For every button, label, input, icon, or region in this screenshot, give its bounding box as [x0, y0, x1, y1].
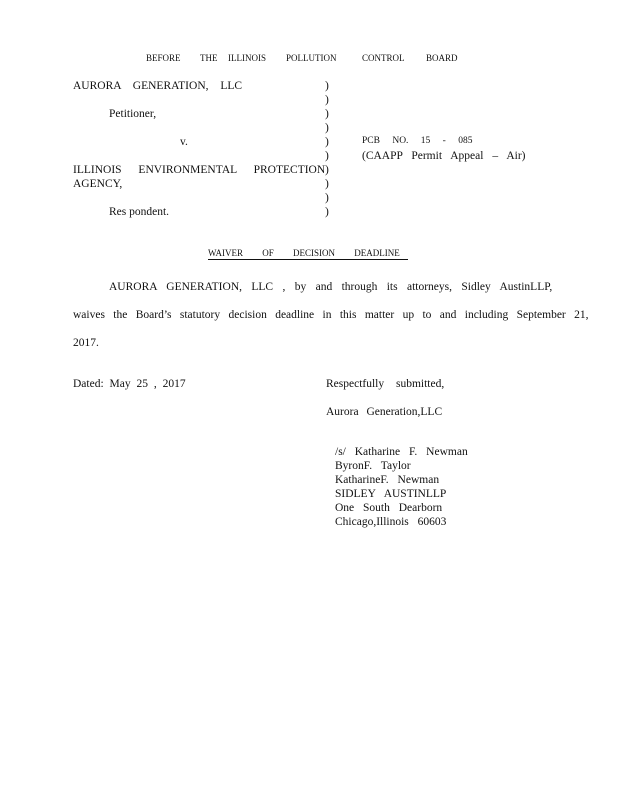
petitioner-role: Petitioner, — [109, 108, 157, 120]
caption-paren: ) — [325, 80, 329, 92]
caption-paren: ) — [325, 136, 329, 148]
heading-word-board: BOARD — [426, 53, 458, 63]
caption-paren: ) — [325, 150, 329, 162]
respectfully-submitted: Respectfully submitted, — [326, 378, 445, 390]
signature-attorney-1: ByronF. Taylor — [335, 460, 411, 472]
submitter-name: Aurora Generation,LLC — [326, 406, 443, 418]
heading-word-pollution: POLLUTION — [286, 53, 337, 63]
caption-paren: ) — [325, 206, 329, 218]
body-line-2: waives the Board’s statutory decision deadline in this matter up to and including September 21, — [73, 309, 589, 321]
signature-firm: SIDLEY AUSTINLLP — [335, 488, 447, 500]
body-line-3: 2017. — [73, 337, 99, 349]
body-line-1: AURORA GENERATION, LLC , by and through its attorneys, Sidley AustinLLP, — [109, 281, 553, 293]
caption-parenthesis-column — [325, 79, 335, 219]
caption-paren: ) — [325, 178, 329, 190]
signature-address-street: One South Dearborn — [335, 502, 443, 514]
case-number: PCB NO. 15 - 085 — [362, 136, 473, 146]
respondent-role: Res pondent. — [109, 206, 170, 218]
title-underline — [208, 259, 408, 260]
caption-paren: ) — [325, 164, 329, 176]
heading-word-control: CONTROL — [362, 53, 405, 63]
caption-paren: ) — [325, 192, 329, 204]
signature-line: /s/ Katharine F. Newman — [335, 446, 468, 458]
dated-line: Dated: May 25 , 2017 — [73, 378, 186, 390]
caption-paren: ) — [325, 122, 329, 134]
document-title: WAIVER OF DECISION DEADLINE — [208, 248, 400, 258]
court-heading — [0, 53, 618, 67]
petitioner-name: AURORA GENERATION, LLC — [73, 80, 243, 92]
respondent-name-line1: ILLINOIS ENVIRONMENTAL PROTECTION — [73, 164, 326, 176]
signature-block — [335, 445, 468, 529]
heading-word-the: THE — [200, 53, 218, 63]
versus-label: v. — [180, 136, 188, 148]
caption-paren: ) — [325, 94, 329, 106]
signature-address-city: Chicago,Illinois 60603 — [335, 516, 447, 528]
heading-word-before: BEFORE — [146, 53, 181, 63]
case-type: (CAAPP Permit Appeal – Air) — [362, 150, 526, 162]
caption-paren: ) — [325, 108, 329, 120]
signature-attorney-2: KatharineF. Newman — [335, 474, 440, 486]
heading-word-illinois: ILLINOIS — [228, 53, 266, 63]
respondent-name-line2: AGENCY, — [73, 178, 123, 190]
